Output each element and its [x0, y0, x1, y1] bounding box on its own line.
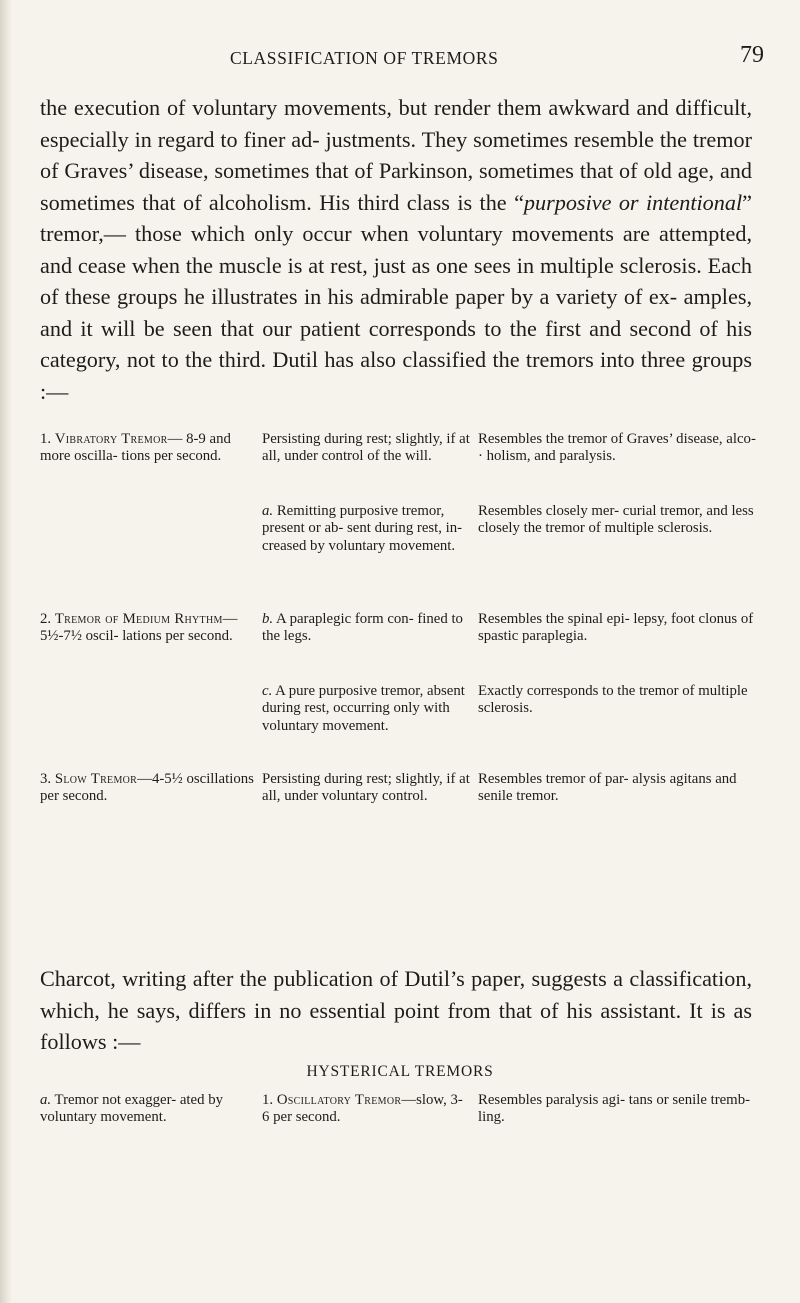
sub-letter: c. — [262, 683, 273, 699]
resemblance-text: Resembles closely mer- curial tremor, and less closely the tremor of multiple sclerosis. — [478, 503, 754, 537]
description-text: Persisting during rest; slightly, if at all, under voluntary control. — [262, 771, 470, 805]
table-cell-description — [262, 611, 470, 646]
description-text: Persisting during rest; slightly, if at all, under control of the will. — [262, 431, 470, 465]
table-row — [40, 771, 770, 831]
description-text: Tremor not exagger- ated by voluntary movement. — [40, 1092, 223, 1126]
table-cell-resemblance — [478, 431, 764, 466]
description-text: A paraplegic form con- fined to the legs. — [262, 611, 463, 645]
section-heading: HYSTERICAL TREMORS — [306, 1063, 494, 1080]
table-cell-class — [40, 431, 258, 466]
table-row — [40, 683, 770, 771]
description-text: A pure purposive tremor, absent during rest, occurring only with voluntary movement. — [262, 683, 465, 734]
tremor-rate: —5½-7½ oscil- lations per second. — [40, 611, 238, 645]
row-number: 1. — [40, 431, 52, 447]
tremor-rate: —4-5½ oscillations per second. — [40, 771, 254, 805]
resemblance-text: Exactly corresponds to the tremor of multiple sclerosis. — [478, 683, 748, 717]
resemblance-text: Resembles tremor of par- alysis agitans and senile tremor. — [478, 771, 737, 805]
table-cell-description — [262, 683, 470, 735]
sub-letter: a. — [40, 1092, 52, 1108]
tremor-rate: — 8-9 and more oscilla- tions per second. — [40, 431, 231, 465]
paragraph-1-emphasis: purposive or intentional — [523, 189, 743, 215]
table-row — [40, 431, 770, 503]
table-cell-class — [40, 611, 258, 646]
binding-edge — [0, 0, 12, 1303]
row-number: 3. — [40, 771, 52, 787]
table-cell-class — [40, 771, 258, 806]
tremor-rate: —slow, 3-6 per second. — [262, 1092, 463, 1126]
table-cell-description — [262, 771, 470, 806]
sub-letter: b. — [262, 611, 274, 627]
paragraph-2: Charcot, writing after the publication of Dutil’s paper, suggests a classification, which, he says, differs in no essential point from that of his assistant. It is as follows :— — [40, 966, 752, 1054]
sub-letter: a. — [262, 503, 274, 519]
tremor-name: Vibratory Tremor — [54, 431, 168, 447]
table-cell-resemblance — [478, 771, 764, 806]
paragraph-1-part-a: the execution of voluntary movements, but render them awkward and difficult, especially in regard to finer ad- justments. They sometimes resemble the tremor of Graves’ disease, sometimes that of Parkinson, sometimes that of old age, and sometimes that of alcoholism. His third class is the “ — [40, 95, 752, 215]
dutil-tremor-table — [40, 431, 770, 831]
description-text: Remitting purposive tremor, present or ab- sent during rest, in- creased by voluntary movement. — [262, 503, 463, 554]
row-number: 2. — [40, 611, 52, 627]
resemblance-text: Resembles the tremor of Graves’ disease, alco- · holism, and paralysis. — [478, 431, 756, 465]
row-number: 1. — [262, 1092, 274, 1108]
running-title: CLASSIFICATION OF TREMORS — [230, 48, 499, 68]
table-cell-resemblance — [478, 1092, 764, 1127]
paragraph-1 — [40, 92, 752, 407]
table-cell-description — [262, 431, 470, 466]
resemblance-text: Resembles paralysis agi- tans or senile tremb- ling. — [478, 1092, 751, 1126]
table-cell-class — [40, 1092, 258, 1127]
resemblance-text: Resembles the spinal epi- lepsy, foot clonus of spastic paraplegia. — [478, 611, 754, 645]
table-row — [40, 503, 770, 611]
tremor-name: Tremor of Medium Rhythm — [54, 611, 223, 627]
table-cell-resemblance — [478, 503, 764, 538]
table-row — [40, 611, 770, 683]
table-cell-description — [262, 1092, 470, 1127]
hysterical-tremor-table — [40, 1092, 770, 1152]
table-cell-resemblance — [478, 683, 764, 718]
table-row — [40, 1092, 770, 1152]
table-cell-resemblance — [478, 611, 764, 646]
tremor-name: Slow Tremor — [54, 771, 138, 787]
running-header — [0, 42, 800, 72]
page-number: 79 — [740, 42, 764, 68]
paragraph-1-part-b: ” tremor,— those which only occur when voluntary movements are attempted, and cease when the muscle is at rest, just as one sees in multiple sclerosis. Each of these groups he illustrates in his admirable paper by a variety of ex- amples, and it will be seen that our patient corresponds to the first and second of his category, not to the third. Dutil has also classified the tremors into three groups :— — [40, 189, 752, 404]
table-cell-description — [262, 503, 470, 555]
tremor-name: Oscillatory Tremor — [276, 1092, 402, 1108]
